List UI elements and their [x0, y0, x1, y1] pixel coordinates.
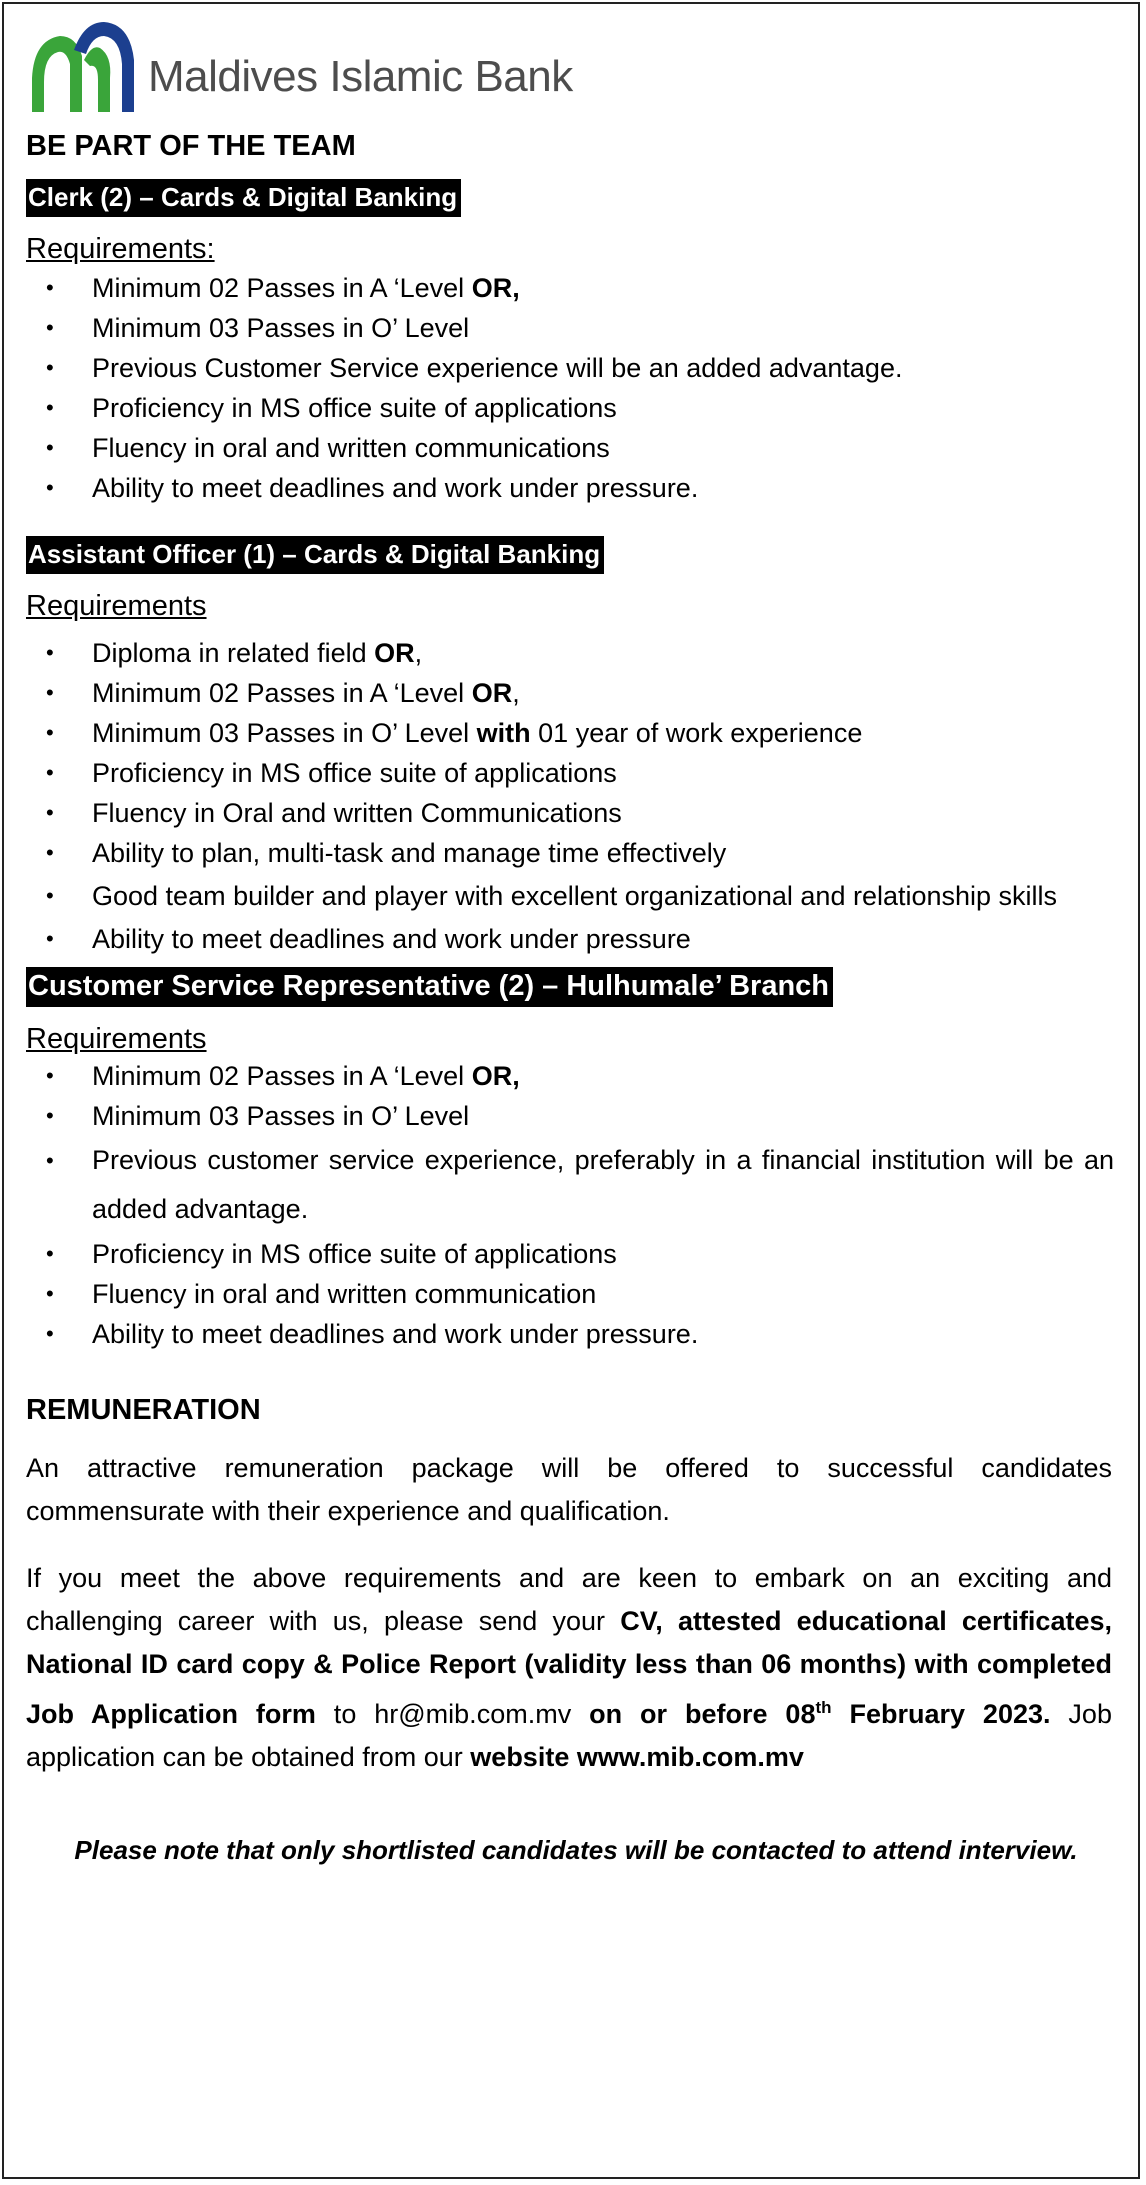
bank-logo-icon	[26, 20, 144, 116]
brand-header	[26, 18, 1126, 118]
list-item: • Diploma in related field OR,	[46, 638, 423, 668]
list-item: • Previous Customer Service experience will be an added advantage.	[46, 353, 903, 383]
list-item: • Ability to meet deadlines and work under pressure.	[46, 473, 699, 503]
job-assistant-officer	[26, 536, 1126, 959]
requirements-list	[26, 1056, 1126, 1354]
job-title: Assistant Officer (1) – Cards & Digital Banking	[26, 536, 604, 574]
job-customer-service	[26, 967, 1126, 1354]
requirements-label: Requirements:	[26, 233, 215, 265]
bank-name: Maldives Islamic Bank	[148, 52, 573, 101]
job-advertisement	[2, 2, 1140, 2179]
list-item: • Proficiency in MS office suite of applications	[46, 758, 617, 788]
list-item: • Ability to plan, multi-task and manage time effectively	[46, 838, 727, 868]
list-item: • Ability to meet deadlines and work under pressure	[46, 924, 691, 954]
job-title: Clerk (2) – Cards & Digital Banking	[26, 179, 461, 217]
remuneration-heading: REMUNERATION	[26, 1394, 261, 1426]
requirements-list	[26, 268, 1126, 508]
remuneration-section	[26, 1394, 1126, 1533]
list-item: • Ability to meet deadlines and work under pressure.	[46, 1319, 699, 1349]
list-item: • Minimum 02 Passes in A ‘Level OR,	[46, 273, 520, 303]
list-item: • Minimum 03 Passes in O’ Level	[46, 313, 470, 343]
list-item: • Good team builder and player with excellent organizational and relationship skills	[46, 881, 1058, 911]
requirements-label: Requirements	[26, 590, 207, 622]
list-item: • Minimum 03 Passes in O’ Level with 01 year of work experience	[46, 718, 863, 748]
list-item: • Minimum 02 Passes in A ‘Level OR,	[46, 678, 520, 708]
shortlist-note: Please note that only shortlisted candidates will be contacted to attend interview.	[74, 1835, 1078, 1865]
job-title: Customer Service Representative (2) – Hulhumale’ Branch	[26, 967, 833, 1007]
requirements-list	[26, 633, 1126, 959]
list-item: • Fluency in Oral and written Communications	[46, 798, 622, 828]
application-instructions: If you meet the above requirements and are keen to embark on an exciting and challenging career with us, please send your CV, attested educational certificates, National ID card copy & Police Report (validity less than 06 months) with completed Job Application form to hr@mib.com.mv on or before 08th February 2023. Job application can be obtained from our website www.mib.com.mv	[26, 1563, 1112, 1772]
job-clerk	[26, 179, 1126, 508]
requirements-label: Requirements	[26, 1023, 207, 1055]
list-item: • Fluency in oral and written communications	[46, 433, 610, 463]
remuneration-text: An attractive remuneration package will be offered to successful candidates commensurate with their experience and qualification.	[26, 1453, 1112, 1526]
list-item: • Proficiency in MS office suite of applications	[46, 393, 617, 423]
page-heading: BE PART OF THE TEAM	[26, 130, 356, 162]
list-item: • Previous customer service experience, preferably in a financial institution will be an added advantage.	[46, 1145, 1114, 1224]
list-item: • Proficiency in MS office suite of applications	[46, 1239, 617, 1269]
ad-content	[26, 18, 1126, 1866]
list-item: • Fluency in oral and written communication	[46, 1279, 597, 1309]
list-item: • Minimum 03 Passes in O’ Level	[46, 1101, 470, 1131]
list-item: • Minimum 02 Passes in A ‘Level OR,	[46, 1061, 520, 1091]
